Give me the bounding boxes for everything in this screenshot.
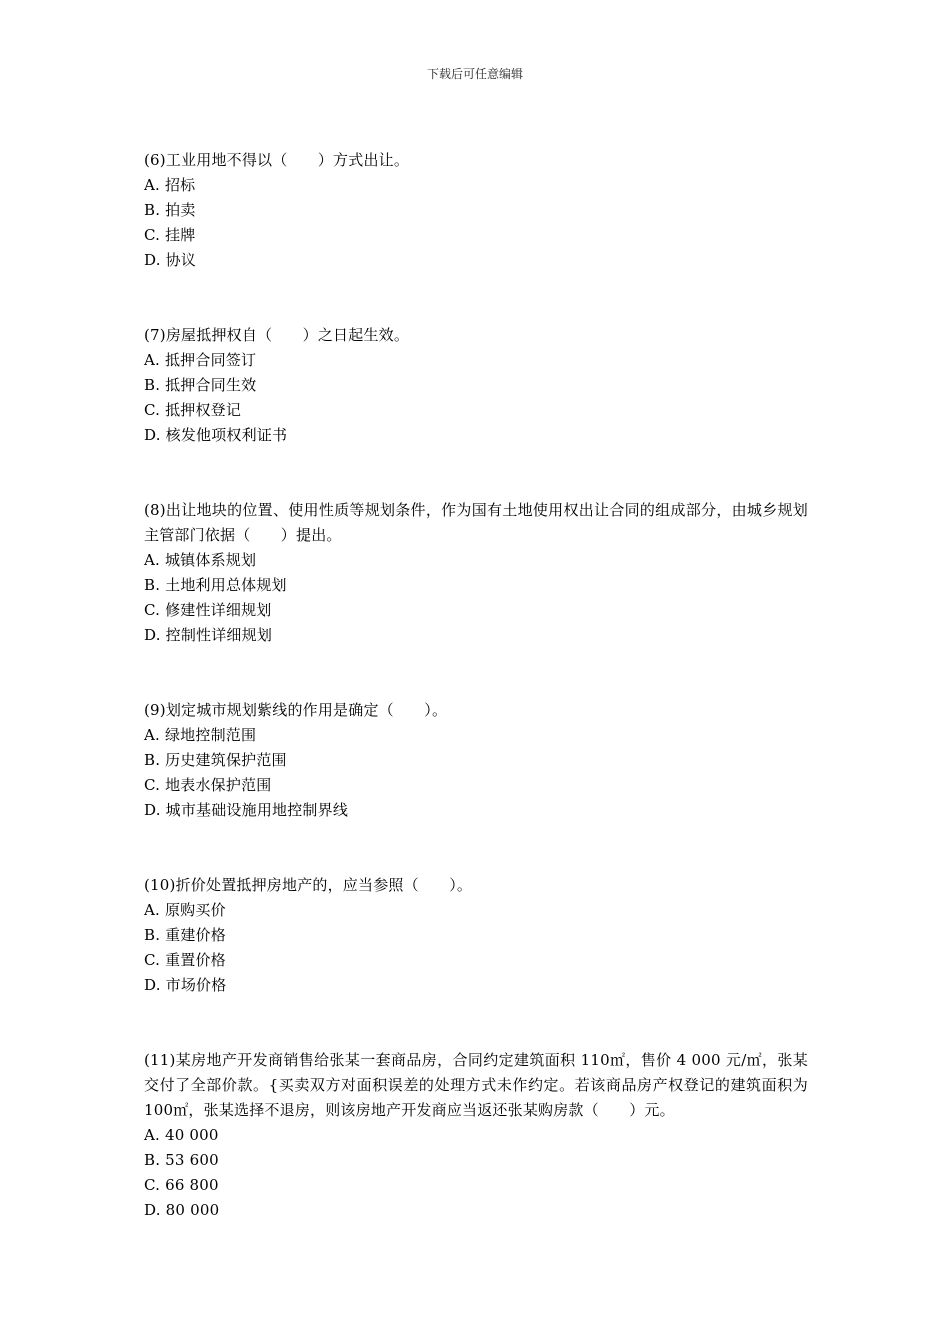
option-c: C. 66 800: [144, 1176, 219, 1194]
option-b: B. 历史建筑保护范围: [144, 751, 287, 769]
question-9: [144, 698, 808, 823]
option-b: B. 抵押合同生效: [144, 376, 257, 394]
page-header: 下载后可任意编辑: [426, 67, 523, 81]
option-c: C. 地表水保护范围: [144, 776, 272, 794]
question-10: [144, 873, 808, 998]
question-6: [144, 148, 808, 273]
option-d: D. 城市基础设施用地控制界线: [144, 801, 349, 819]
option-d: D. 核发他项权利证书: [144, 426, 288, 444]
option-b: B. 土地利用总体规划: [144, 576, 287, 594]
option-d: D. 协议: [144, 251, 197, 269]
option-d: D. 80 000: [144, 1201, 220, 1219]
option-b: B. 拍卖: [144, 201, 196, 219]
option-b: B. 53 600: [144, 1151, 219, 1169]
option-c: C. 抵押权登记: [144, 401, 242, 419]
option-b: B. 重建价格: [144, 926, 226, 944]
option-d: D. 市场价格: [144, 976, 227, 994]
option-a: A. 原购买价: [144, 901, 226, 919]
question-stem: (11)某房地产开发商销售给张某一套商品房，合同约定建筑面积 110㎡，售价 4 000 元/㎡，张某交付了全部价款。{买卖双方对面积误差的处理方式未作约定。若该商品房产权登记的建筑面积为 100㎡，张某选择不退房，则该房地产开发商应当返还张某购房款（ ）元。: [144, 1051, 808, 1119]
question-stem: (10)折价处置抵押房地产的，应当参照（ ）。: [144, 876, 473, 894]
question-8: [144, 498, 808, 648]
option-a: A. 招标: [144, 176, 196, 194]
option-a: A. 抵押合同签订: [144, 351, 257, 369]
option-c: C. 修建性详细规划: [144, 601, 272, 619]
option-c: C. 挂牌: [144, 226, 196, 244]
option-a: A. 城镇体系规划: [144, 551, 257, 569]
document-body: [144, 148, 808, 1223]
question-stem: (7)房屋抵押权自（ ）之日起生效。: [144, 326, 410, 344]
option-d: D. 控制性详细规划: [144, 626, 273, 644]
option-c: C. 重置价格: [144, 951, 226, 969]
option-a: A. 绿地控制范围: [144, 726, 257, 744]
question-stem: (9)划定城市规划紫线的作用是确定（ ）。: [144, 701, 448, 719]
option-a: A. 40 000: [144, 1126, 219, 1144]
question-7: [144, 323, 808, 448]
question-11: [144, 1048, 808, 1223]
question-stem: (6)工业用地不得以（ ）方式出让。: [144, 151, 410, 169]
question-stem: (8)出让地块的位置、使用性质等规划条件，作为国有土地使用权出让合同的组成部分，由城乡规划主管部门依据（ ）提出。: [144, 501, 808, 544]
